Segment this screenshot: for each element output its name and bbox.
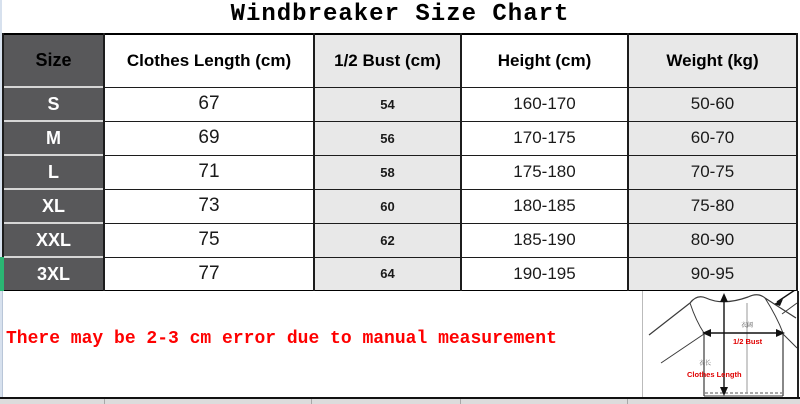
- table-row-l: [3, 155, 797, 189]
- cell-half-bust: 56: [314, 121, 461, 155]
- cell-half-bust: 64: [314, 257, 461, 291]
- table-header: [3, 34, 797, 87]
- cell-height: 160-170: [461, 87, 628, 121]
- cell-height: 180-185: [461, 189, 628, 223]
- header-cell-1-2-bust-cm: 1/2 Bust (cm): [314, 34, 461, 87]
- row-selection-marker: [0, 257, 4, 291]
- length-label-en: Clothes Length: [687, 370, 742, 379]
- header-cell-clothes-length-cm: Clothes Length (cm): [104, 34, 314, 87]
- table-row-s: [3, 87, 797, 121]
- note-box: [2, 291, 643, 397]
- garment-measure-diagram: [642, 291, 799, 397]
- cell-half-bust: 60: [314, 189, 461, 223]
- cell-clothes-length: 73: [104, 189, 314, 223]
- cell-size: XL: [3, 189, 104, 223]
- cell-half-bust: 62: [314, 223, 461, 257]
- cell-weight: 70-75: [628, 155, 797, 189]
- size-chart-table: [2, 33, 798, 292]
- header-row: [3, 34, 797, 87]
- table-row-xl: [3, 189, 797, 223]
- header-cell-height-cm: Height (cm): [461, 34, 628, 87]
- cell-size: 3XL: [3, 257, 104, 291]
- next-table-strip: [0, 399, 800, 404]
- cell-weight: 50-60: [628, 87, 797, 121]
- header-cell-size: Size: [3, 34, 104, 87]
- cell-weight: 60-70: [628, 121, 797, 155]
- cell-half-bust: 54: [314, 87, 461, 121]
- cell-size: L: [3, 155, 104, 189]
- cell-weight: 90-95: [628, 257, 797, 291]
- cell-height: 175-180: [461, 155, 628, 189]
- cell-height: 170-175: [461, 121, 628, 155]
- cell-clothes-length: 75: [104, 223, 314, 257]
- page-title: Windbreaker Size Chart: [230, 1, 570, 28]
- cell-half-bust: 58: [314, 155, 461, 189]
- header-cell-weight-kg: Weight (kg): [628, 34, 797, 87]
- cell-clothes-length: 77: [104, 257, 314, 291]
- bust-label-en: 1/2 Bust: [733, 337, 763, 346]
- cell-height: 190-195: [461, 257, 628, 291]
- strip-separator: [627, 399, 628, 404]
- table-row-m: [3, 121, 797, 155]
- table-row-3xl: [3, 257, 797, 291]
- strip-separator: [104, 399, 105, 404]
- measurement-note: There may be 2-3 cm error due to manual measurement: [6, 329, 557, 349]
- table-row-xxl: [3, 223, 797, 257]
- bust-label-cn: 衣阔: [741, 323, 754, 329]
- strip-separator: [460, 399, 461, 404]
- cell-weight: 80-90: [628, 223, 797, 257]
- cell-clothes-length: 69: [104, 121, 314, 155]
- strip-separator: [311, 399, 312, 404]
- length-label-cn: 衣长: [699, 361, 712, 367]
- cell-clothes-length: 71: [104, 155, 314, 189]
- table-body: [3, 87, 797, 291]
- cell-size: XXL: [3, 223, 104, 257]
- cell-size: S: [3, 87, 104, 121]
- cell-weight: 75-80: [628, 189, 797, 223]
- cell-size: M: [3, 121, 104, 155]
- cell-clothes-length: 67: [104, 87, 314, 121]
- garment-outline-icon: [643, 291, 797, 397]
- cell-height: 185-190: [461, 223, 628, 257]
